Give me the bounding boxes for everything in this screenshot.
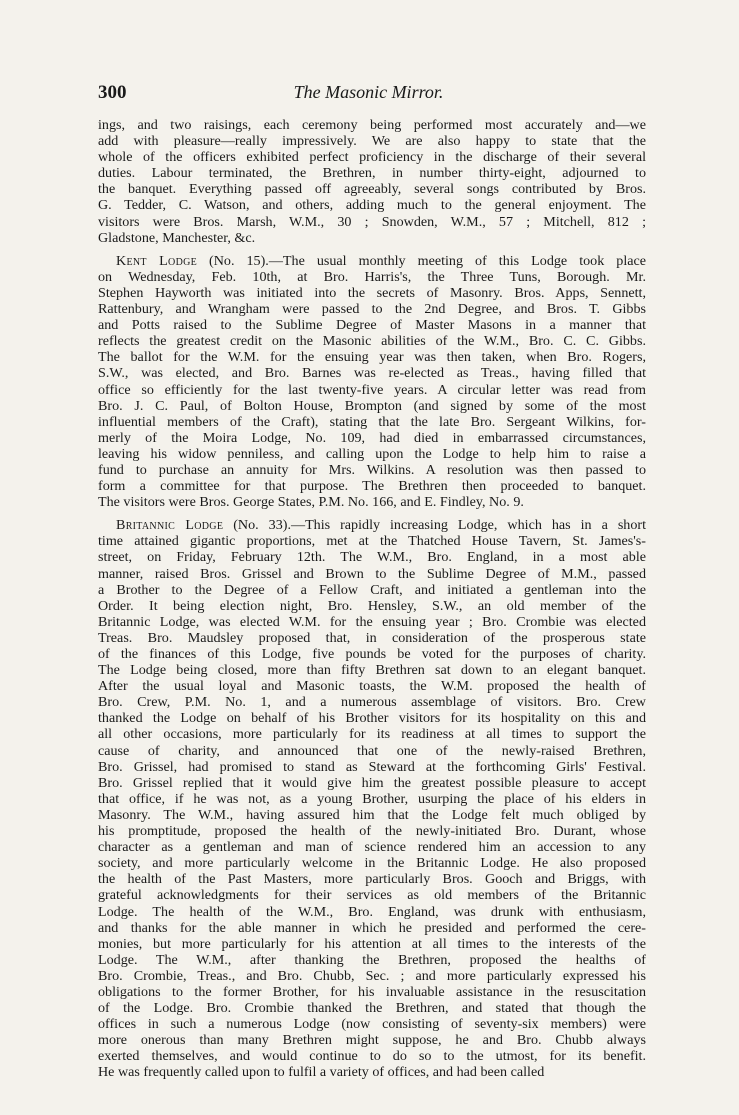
running-title: The Masonic Mirror. — [293, 82, 444, 102]
text-line — [98, 614, 646, 630]
text-line — [98, 478, 646, 494]
line-text: office so efficiently for the last twenty-five years. A circular letter was read from — [98, 381, 646, 398]
line-text: Bro. Grissel replied that it would give him the greatest possible pleasure to accept — [98, 774, 646, 791]
line-text: The Lodge being closed, more than fifty Brethren sat down to an elegant banquet. — [98, 662, 646, 679]
line-text: The visitors were Bros. George States, P.M. No. 166, and E. Findley, No. 9. — [98, 494, 524, 511]
text-line — [98, 952, 646, 968]
text-line — [98, 807, 646, 823]
text-line — [98, 181, 646, 197]
text-line — [98, 117, 646, 133]
line-text: Treas. Bro. Maudsley proposed that, in consideration of the prosperous state — [98, 629, 646, 646]
text-line — [98, 230, 646, 246]
line-text: After the usual loyal and Masonic toasts, the W.M. proposed the health of — [98, 678, 646, 695]
line-text: Bro. J. C. Paul, of Bolton House, Brompton (and signed by some of the most — [98, 397, 646, 414]
line-text: Bro. Grissel, had promised to stand as Steward at the forthcoming Girls' Festival. — [98, 758, 646, 775]
text-line — [98, 253, 646, 269]
line-text: and thanks for the able manner in which he presided and performed the cere- — [98, 919, 646, 936]
text-line — [98, 839, 646, 855]
line-text: Bro. Crew, P.M. No. 1, and a numerous assemblage of visitors. Bro. Crew — [98, 694, 646, 711]
text-line — [98, 430, 646, 446]
text-line — [98, 871, 646, 887]
text-line — [98, 855, 646, 871]
text-line — [98, 710, 646, 726]
line-text: offices in such a numerous Lodge (now consisting of seventy-six members) were — [98, 1016, 646, 1033]
text-line — [98, 349, 646, 365]
text-line — [98, 630, 646, 646]
text-line — [98, 694, 646, 710]
line-text: The ballot for the W.M. for the ensuing year was then taken, when Bro. Rogers, — [98, 349, 646, 366]
line-text: street, on Friday, February 12th. The W.M., Bro. England, in a most able — [98, 549, 646, 566]
text-line — [98, 462, 646, 478]
paragraph — [98, 517, 646, 1080]
text-line — [98, 285, 646, 301]
line-text: Order. It being election night, Bro. Hensley, S.W., an old member of the — [98, 597, 646, 614]
line-text: the health of the Past Masters, more particularly Bros. Gooch and Briggs, with — [98, 871, 646, 888]
line-text: Rattenbury, and Wrangham were passed to the 2nd Degree, and Bros. T. Gibbs — [98, 301, 646, 318]
line-text: obligations to the former Brother, for his invaluable assistance in the resuscitation — [98, 983, 646, 1000]
text-line — [98, 582, 646, 598]
text-line — [98, 1016, 646, 1032]
line-text: exerted themselves, and would continue to do so to the utmost, for its benefit. — [98, 1048, 646, 1065]
text-line — [98, 984, 646, 1000]
text-line — [98, 662, 646, 678]
line-text: fund to purchase an annuity for Mrs. Wilkins. A resolution was then passed to — [98, 461, 646, 478]
text-line — [98, 165, 646, 181]
line-text: reflects the greatest credit on the Masonic abilities of the W.M., Bro. C. C. Gibbs. — [98, 333, 646, 350]
paragraph — [98, 117, 646, 246]
text-line — [98, 133, 646, 149]
line-text: merly of the Moira Lodge, No. 109, had died in embarrassed circumstances, — [98, 429, 646, 446]
text-line — [98, 1000, 646, 1016]
line-text: time attained gigantic proportions, met at the Thatched House Tavern, St. James's- — [98, 533, 646, 550]
paragraph — [98, 253, 646, 511]
line-text: Stephen Hayworth was initiated into the secrets of Masonry. Bros. Apps, Sennett, — [98, 284, 646, 301]
line-text: whole of the officers exhibited perfect proficiency in the discharge of their several — [98, 149, 646, 166]
paragraph-gap — [98, 246, 646, 253]
line-text: more onerous than many Brethren might suppose, he and Bro. Chubb always — [98, 1032, 646, 1049]
text-line — [98, 517, 646, 533]
text-line — [98, 823, 646, 839]
line-text: monies, but more particularly for his attention at all times to the interests of the — [98, 935, 646, 952]
line-text: the banquet. Everything passed off agreeably, several songs contributed by Bros. — [98, 181, 646, 198]
line-text: visitors were Bros. Marsh, W.M., 30 ; Snowden, W.M., 57 ; Mitchell, 812 ; — [98, 213, 646, 230]
text-line — [98, 936, 646, 952]
text-line — [98, 197, 646, 213]
line-text: G. Tedder, C. Watson, and others, adding much to the general enjoyment. The — [98, 197, 646, 214]
text-line — [98, 269, 646, 285]
text-line — [98, 887, 646, 903]
text-line — [98, 791, 646, 807]
line-text: leaving his widow penniless, and calling upon the Lodge to help him to raise a — [98, 445, 646, 462]
line-text: that office, if he was not, as a young Brother, usurping the place of his elders in — [98, 790, 646, 807]
text-line — [98, 382, 646, 398]
line-text: a Brother to the Degree of a Fellow Craft, and initiated a gentleman into the — [98, 581, 646, 598]
line-text: on Wednesday, Feb. 10th, at Bro. Harris's, the Three Tuns, Borough. Mr. — [98, 268, 646, 285]
paragraph-gap — [98, 510, 646, 517]
line-text: grateful acknowledgments for their services as old members of the Britannic — [98, 887, 646, 904]
text-line — [98, 759, 646, 775]
text-line — [98, 365, 646, 381]
line-text: society, and more particularly welcome in the Britannic Lodge. He also proposed — [98, 855, 646, 872]
page-header — [98, 82, 639, 106]
text-line — [98, 549, 646, 565]
text-line — [98, 1032, 646, 1048]
line-text: Britannic Lodge, was elected W.M. for the ensuing year ; Bro. Crombie was elected — [98, 613, 646, 630]
line-text: ings, and two raisings, each ceremony being performed most accurately and—we — [98, 117, 646, 133]
text-line — [98, 301, 646, 317]
line-text: thanked the Lodge on behalf of his Brother visitors for its hospitality on this and — [98, 710, 646, 727]
line-text: form a committee for that purpose. The Brethren then proceeded to banquet. — [98, 478, 646, 495]
line-text: Lodge. The health of the W.M., Bro. England, was drunk with enthusiasm, — [98, 903, 646, 920]
line-text: character as a gentleman and man of science rendered him an accession to any — [98, 839, 646, 856]
text-line — [98, 968, 646, 984]
text-line — [98, 214, 646, 230]
text-line — [98, 533, 646, 549]
line-text: (No. 33).—This rapidly increasing Lodge, which has in a short — [223, 517, 646, 534]
line-text: Lodge. The W.M., after thanking the Brethren, proposed the healths of — [98, 951, 646, 968]
text-line — [98, 904, 646, 920]
line-text: of the Lodge. Bro. Crombie thanked the Brethren, and stated that though the — [98, 1000, 646, 1017]
line-text: influential members of the Craft), stating that the late Bro. Sergeant Wilkins, for- — [98, 413, 646, 430]
line-text: add with pleasure—really impressively. We are also happy to state that the — [98, 133, 646, 150]
text-line — [98, 775, 646, 791]
text-line — [98, 598, 646, 614]
text-line — [98, 678, 646, 694]
text-line — [98, 566, 646, 582]
text-line — [98, 414, 646, 430]
line-text: all other occasions, more particularly for its readiness at all times to support the — [98, 726, 646, 743]
line-text: Bro. Crombie, Treas., and Bro. Chubb, Sec. ; and more particularly expressed his — [98, 967, 646, 984]
lodge-name-lead: Kent Lodge — [116, 252, 198, 269]
text-line — [98, 1064, 646, 1080]
line-text: duties. Labour terminated, the Brethren, in number thirty-eight, adjourned to — [98, 165, 646, 182]
line-text: (No. 15).—The usual monthly meeting of this Lodge took place — [197, 252, 646, 269]
line-text: of the finances of this Lodge, five pounds be voted for the purposes of charity. — [98, 646, 646, 662]
text-line — [98, 149, 646, 165]
text-line — [98, 317, 646, 333]
line-text: manner, raised Bros. Grissel and Brown to the Sublime Degree of M.M., passed — [98, 565, 646, 582]
text-line — [98, 920, 646, 936]
page-number: 300 — [98, 82, 127, 103]
text-line — [98, 446, 646, 462]
text-line — [98, 398, 646, 414]
line-text: cause of charity, and announced that one of the newly-raised Brethren, — [98, 742, 646, 759]
line-text: Gladstone, Manchester, &c. — [98, 229, 256, 246]
text-line — [98, 494, 646, 510]
text-line — [98, 1048, 646, 1064]
line-text: and Potts raised to the Sublime Degree of Master Masons in a manner that — [98, 317, 646, 334]
line-text: Masonry. The W.M., having assured him that the Lodge felt much obliged by — [98, 806, 646, 823]
line-text: S.W., was elected, and Bro. Barnes was re-elected as Treas., having filled that — [98, 365, 646, 382]
text-line — [98, 333, 646, 349]
text-line — [98, 646, 646, 662]
article-body — [98, 117, 646, 1081]
lodge-name-lead: Britannic Lodge — [116, 517, 224, 534]
text-line — [98, 726, 646, 742]
line-text: He was frequently called upon to fulfil a variety of offices, and had been called — [98, 1064, 545, 1081]
text-line — [98, 743, 646, 759]
line-text: his promptitude, proposed the health of the newly-initiated Bro. Durant, whose — [98, 823, 646, 840]
